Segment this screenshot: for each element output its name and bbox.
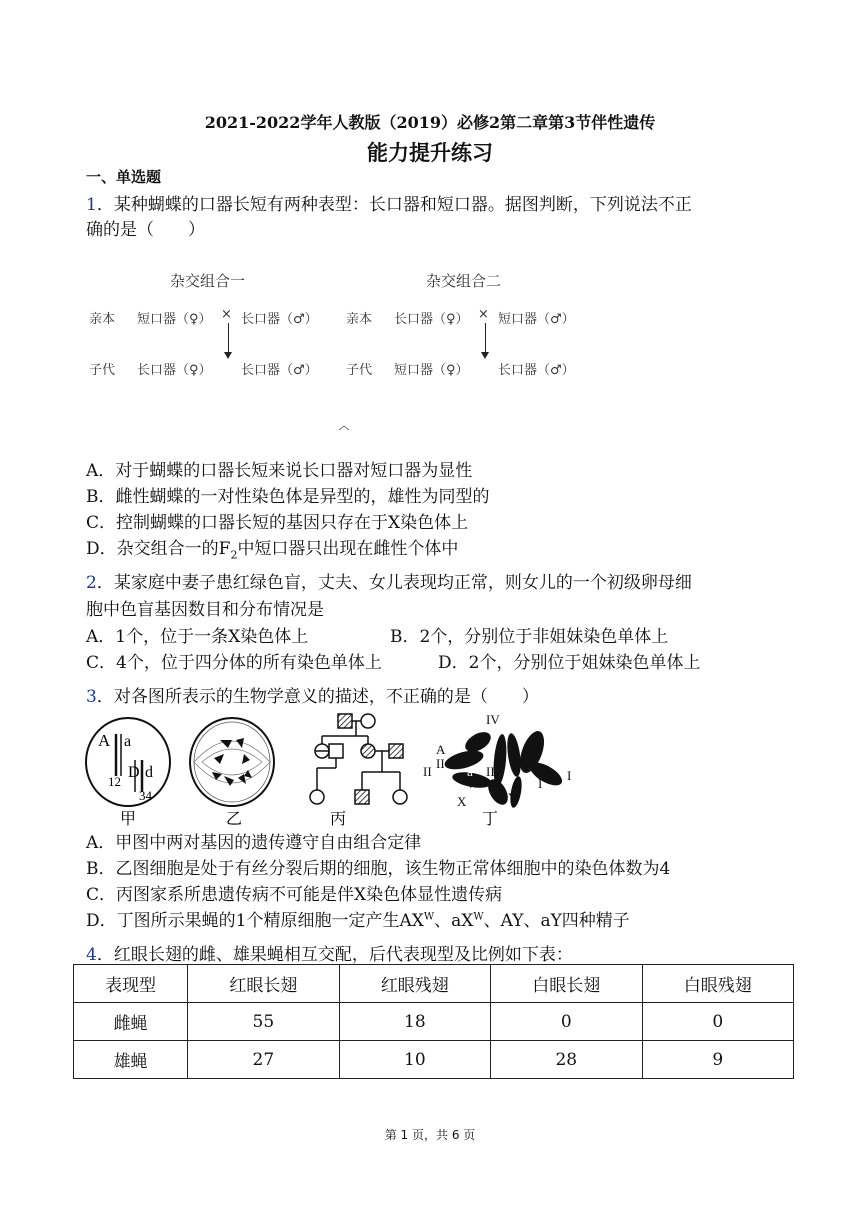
figure-bing-label: 丙 [330,811,347,828]
question-3-option-b: B．乙图细胞是处于有丝分裂后期的细胞，该生物正常体细胞中的染色体数为4 [86,859,671,879]
table-cell: 28 [491,1041,642,1079]
offspring-label: 子代 [89,363,116,378]
parent-label: 亲本 [89,312,116,327]
question-1-option-d: D．杂交组合一的$F_2$中短口器只出现在雌性个体中 [86,539,459,562]
table-header-cell: 红眼残翅 [339,965,490,1003]
question-number: 3 [86,687,97,707]
cross-1-times: × [221,307,232,322]
cross-1-child-female: 长口器（♀） [137,363,212,378]
table-header-cell: 红眼长翅 [188,965,339,1003]
question-1-option-c: C．控制蝴蝶的口器长短的基因只存在于X染色体上 [86,513,469,533]
table-cell: 10 [339,1041,490,1079]
caret-mark-icon [338,424,350,432]
table-cell: 9 [642,1041,794,1079]
cross-1-child-male: 长口器（♂） [241,363,318,378]
question-3-option-c: C．丙图家系所患遗传病不可能是伴X染色体显性遗传病 [86,885,503,905]
question-number: 2 [86,573,97,593]
ding-label-A: A [436,742,446,757]
question-1-option-b: B．雌性蝴蝶的一对性染色体是异型的，雄性为同型的 [86,487,490,507]
ding-label-X: X [457,794,467,809]
chromosome-12-label: 12 [108,774,121,789]
figure-ding-label: 丁 [482,811,499,828]
table-cell: 雌蝇 [74,1003,188,1041]
question-3-figures [84,710,584,828]
question-number: 1 [86,195,97,215]
figure-bing-pedigree-icon [310,714,407,804]
cross-1-parent-female: 短口器（♀） [137,312,212,327]
question-2-stem-cont: 胞中色盲基因数目和分布情况是 [86,600,324,620]
table-header-cell: 白眼残翅 [642,965,794,1003]
question-3-option-d: D．丁图所示果蝇的1个精原细胞一定产生$AX^W$、$aX^W$、AY、aY四种精子 [86,911,630,931]
ding-label-III: III [486,764,499,779]
ding-label-Y: Y [508,790,518,805]
table-row [74,1041,794,1079]
ding-label-I-right: I [567,768,572,783]
cross-2-times: × [478,307,489,322]
ding-label-I-mid: I [538,776,543,791]
table-cell: 0 [642,1003,794,1041]
cross-1-arrow-icon [228,323,229,357]
question-1-stem [86,190,692,215]
table-cell: 18 [339,1003,490,1041]
cross-1-title: 杂交组合一 [170,272,246,290]
cross-2-arrow-icon [485,323,486,357]
ding-label-IV: IV [486,712,500,727]
table-cell: 0 [491,1003,642,1041]
question-3-stem: 3．对各图所表示的生物学意义的描述，不正确的是（ ） [86,687,539,707]
table-cell: 27 [188,1041,339,1079]
question-2-option-a: A．1个，位于一条X染色体上 [86,627,309,647]
table-header-cell: 白眼长翅 [491,965,642,1003]
cross-2-parent-male: 短口器（♂） [498,312,575,327]
question-2-option-d: D．2个，分别位于姐妹染色单体上 [438,653,701,673]
cross-2-parent-female: 长口器（♀） [394,312,469,327]
ding-label-a: a [467,764,473,779]
cross-2-child-male: 长口器（♂） [498,363,575,378]
figure-yi-label: 乙 [226,811,243,828]
cross-1-parent-male: 长口器（♂） [241,312,318,327]
parent-label-2: 亲本 [346,312,373,327]
cross-2-child-female: 短口器（♀） [394,363,469,378]
question-1-stem-cont: 确的是（ ） [86,220,205,240]
ding-label-W: W [467,776,480,791]
document-subtitle: 能力提升练习 [367,140,493,165]
question-text: ．某种蝴蝶的口器长短有两种表型：长口器和短口器。据图判断，下列说法不正 [96,195,692,215]
question-1-option-a: A．对于蝴蝶的口器长短来说长口器对短口器为显性 [86,461,473,481]
question-2-option-b: B．2个，分别位于非姐妹染色单体上 [390,627,669,647]
gene-D-label: D [128,764,140,781]
table-cell: 55 [188,1003,339,1041]
document-title: 2021-2022学年人教版（2019）必修2第二章第3节伴性遗传 [204,113,656,132]
figure-jia-cell-icon [86,718,170,806]
chromosome-34-label: 34 [139,788,152,803]
gene-a-label: a [124,733,132,750]
figure-jia-label: 甲 [120,811,137,828]
table-header-row [74,965,794,1003]
question-number: 4 [86,945,97,965]
question-2-stem: 2．某家庭中妻子患红绿色盲，丈夫、女儿表现均正常，则女儿的一个初级卵母细 [86,573,692,593]
phenotype-table [73,964,794,1079]
gene-A-label: A [98,731,111,750]
table-cell: 雄蝇 [74,1041,188,1079]
table-header-cell: 表现型 [74,965,188,1003]
ding-label-II-left: II [423,764,432,779]
gene-d-label: d [145,764,153,781]
question-2-option-c: C．4个，位于四分体的所有染色单体上 [86,653,382,673]
section-heading: 一、单选题 [86,168,162,186]
page-footer: 第 1 页，共 6 页 [384,1128,476,1142]
cross-2-title: 杂交组合二 [426,272,502,290]
table-row [74,1003,794,1041]
ding-label-II-top: II [436,756,445,771]
figure-yi-cell-icon [190,718,274,806]
question-3-option-a: A．甲图中两对基因的遗传遵守自由组合定律 [86,833,422,853]
offspring-label-2: 子代 [346,363,373,378]
question-4-stem: 4．红眼长翅的雌、雄果蝇相互交配，后代表现型及比例如下表： [86,945,573,965]
